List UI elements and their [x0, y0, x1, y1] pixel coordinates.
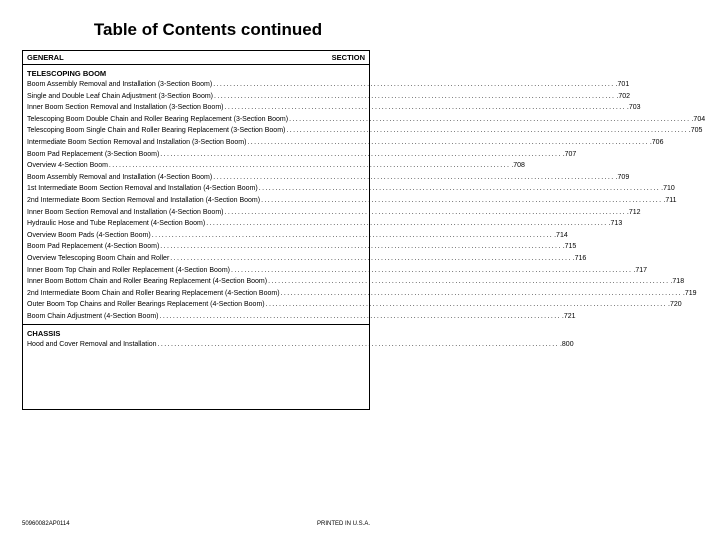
leader-dots: ........................................................................................................................: [289, 115, 691, 123]
section-column-label: SECTION: [331, 53, 365, 62]
entry-title: Boom Pad Replacement (3-Section Boom): [27, 150, 160, 158]
leader-dots: ........................................................................................................................: [160, 243, 562, 251]
entry-page: .714: [554, 231, 568, 239]
leader-dots: ........................................................................................................................: [224, 208, 626, 216]
toc-entry[interactable]: [23, 183, 675, 195]
entry-page: .712: [626, 208, 641, 216]
entry-page: .713: [608, 220, 623, 228]
entry-title: 2nd Intermediate Boom Chain and Roller Bearing Replacement (4-Section Boom): [27, 289, 280, 297]
toc-entry[interactable]: [23, 253, 587, 265]
entry-title: Boom Chain Adjustment (4-Section Boom): [27, 312, 159, 320]
toc-entry[interactable]: [23, 149, 577, 161]
leader-dots: ........................................................................................................................: [170, 254, 572, 262]
leader-dots: ........................................................................................................................: [157, 341, 559, 349]
toc-entry[interactable]: [23, 114, 705, 126]
entry-title: Single and Double Leaf Chain Adjustment (3-Section Boom): [27, 92, 213, 100]
toc-header: [23, 51, 369, 65]
leader-dots: ........................................................................................................................: [261, 196, 663, 204]
entry-title: Inner Boom Top Chain and Roller Replacement (4-Section Boom): [27, 266, 230, 274]
toc-body: [23, 65, 705, 351]
entry-page: .710: [661, 185, 675, 193]
entry-title: Overview Boom Pads (4-Section Boom): [27, 231, 151, 239]
leader-dots: ........................................................................................................................: [160, 150, 562, 158]
document-number: 50960082AP0114: [22, 521, 70, 527]
toc-entry[interactable]: [23, 137, 664, 149]
entry-title: Intermediate Boom Section Removal and Installation (3-Section Boom): [27, 138, 247, 146]
section-heading: TELESCOPING BOOM: [27, 69, 107, 78]
toc-entry[interactable]: [23, 241, 577, 253]
leader-dots: ........................................................................................................................: [151, 231, 554, 239]
entry-page: .703: [626, 104, 641, 112]
leader-dots: ........................................................................................................................: [213, 81, 615, 88]
entry-page: .704: [691, 115, 705, 123]
leader-dots: ........................................................................................................................: [230, 266, 633, 274]
entry-title: Boom Assembly Removal and Installation (3-Section Boom): [27, 81, 213, 88]
leader-dots: ........................................................................................................................: [159, 312, 561, 320]
entry-page: .720: [668, 301, 682, 309]
entry-title: Inner Boom Section Removal and Installation (4-Section Boom): [27, 208, 224, 216]
entry-title: Boom Assembly Removal and Installation (4-Section Boom): [27, 173, 213, 181]
section-heading: CHASSIS: [27, 329, 61, 339]
toc-entry[interactable]: [23, 79, 630, 91]
entry-title: 1st Intermediate Boom Section Removal and Installation (4-Section Boom): [27, 185, 258, 193]
toc-entry[interactable]: [23, 195, 677, 207]
entry-page: .707: [562, 150, 577, 158]
entry-page: .721: [561, 312, 576, 320]
entry-title: Boom Pad Replacement (4-Section Boom): [27, 243, 160, 251]
entry-page: .718: [670, 278, 685, 286]
toc-entry[interactable]: [23, 207, 641, 219]
leader-dots: ........................................................................................................................: [258, 185, 661, 193]
toc-entry[interactable]: [23, 102, 641, 114]
leader-dots: ........................................................................................................................: [224, 104, 626, 112]
leader-dots: ........................................................................................................................: [268, 278, 670, 286]
leader-dots: ........................................................................................................................: [247, 138, 649, 146]
toc-entry[interactable]: [23, 160, 525, 172]
toc-entry[interactable]: [23, 125, 703, 137]
toc-entry[interactable]: [23, 311, 576, 323]
toc-entry[interactable]: [23, 172, 630, 184]
toc-entry[interactable]: [23, 276, 685, 288]
entry-title: Telescoping Boom Single Chain and Roller Bearing Replacement (3-Section Boom): [27, 127, 286, 135]
entry-page: .705: [688, 127, 703, 135]
entry-title: Hood and Cover Removal and Installation: [27, 341, 157, 349]
entry-page: .717: [633, 266, 647, 274]
entry-title: Inner Boom Section Removal and Installation (3-Section Boom): [27, 104, 224, 112]
leader-dots: ........................................................................................................................: [108, 162, 511, 170]
general-column-label: GENERAL: [27, 53, 64, 62]
leader-dots: ........................................................................................................................: [214, 92, 616, 100]
toc-table: [22, 50, 705, 410]
entry-page: .706: [649, 138, 664, 146]
toc-entry[interactable]: [23, 230, 568, 242]
entry-title: Overview Telescoping Boom Chain and Roller: [27, 254, 170, 262]
entry-page: .702: [616, 92, 631, 100]
printed-notice: PRINTED IN U.S.A.: [316, 521, 370, 527]
leader-dots: ........................................................................................................................: [265, 301, 667, 309]
leader-dots: ........................................................................................................................: [280, 289, 682, 297]
toc-entry[interactable]: [23, 288, 697, 300]
toc-entry[interactable]: [23, 299, 682, 311]
entry-title: 2nd Intermediate Boom Section Removal and Installation (4-Section Boom): [27, 196, 261, 204]
entry-title: Inner Boom Bottom Chain and Roller Bearing Replacement (4-Section Boom): [27, 278, 268, 286]
entry-page: .711: [663, 196, 677, 204]
entry-title: Outer Boom Top Chains and Roller Bearings Replacement (4-Section Boom): [27, 301, 265, 309]
leader-dots: ........................................................................................................................: [286, 127, 688, 135]
entry-title: Hydraulic Hose and Tube Replacement (4-Section Boom): [27, 220, 206, 228]
entry-page: .701: [615, 81, 630, 88]
entry-page: .708: [511, 162, 525, 170]
entry-page: .716: [572, 254, 587, 262]
entry-page: .709: [615, 173, 630, 181]
toc-entry[interactable]: [23, 265, 647, 277]
toc-entry[interactable]: [23, 218, 623, 230]
entry-page: .719: [682, 289, 697, 297]
entry-title: Telescoping Boom Double Chain and Roller Bearing Replacement (3-Section Boom): [27, 115, 289, 123]
leader-dots: ........................................................................................................................: [206, 220, 608, 228]
toc-entry[interactable]: [23, 339, 574, 351]
leader-dots: ........................................................................................................................: [213, 173, 615, 181]
toc-entry[interactable]: [23, 91, 631, 103]
entry-page: .715: [562, 243, 577, 251]
entry-page: .800: [559, 341, 574, 349]
page-title: Table of Contents continued: [93, 20, 323, 39]
entry-title: Overview 4-Section Boom: [27, 162, 108, 170]
